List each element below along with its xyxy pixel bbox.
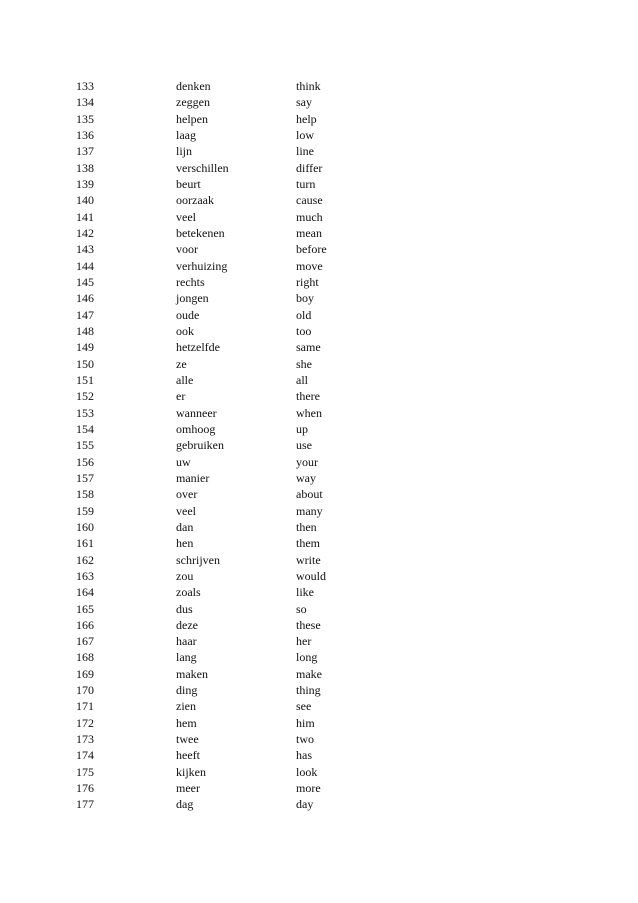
dutch-word: helpen bbox=[176, 111, 208, 126]
dutch-word: zeggen bbox=[176, 95, 210, 110]
english-word: low bbox=[296, 127, 314, 142]
dutch-word: dus bbox=[176, 601, 193, 616]
english-word: move bbox=[296, 258, 323, 273]
row-number: 162 bbox=[76, 552, 94, 567]
english-word: up bbox=[296, 421, 308, 436]
english-word: same bbox=[296, 340, 321, 355]
dutch-word: rechts bbox=[176, 274, 205, 289]
dutch-word: deze bbox=[176, 617, 198, 632]
dutch-word: heeft bbox=[176, 748, 200, 763]
row-number: 139 bbox=[76, 176, 94, 191]
row-number: 168 bbox=[76, 650, 94, 665]
dutch-word: beurt bbox=[176, 176, 201, 191]
dutch-word: wanneer bbox=[176, 405, 217, 420]
dutch-word: hetzelfde bbox=[176, 340, 220, 355]
dutch-word: denken bbox=[176, 79, 211, 93]
row-number: 175 bbox=[76, 764, 94, 779]
row-number: 134 bbox=[76, 95, 94, 110]
dutch-word: veel bbox=[176, 209, 196, 224]
english-word: cause bbox=[296, 193, 323, 208]
english-word: her bbox=[296, 634, 312, 649]
dutch-word: manier bbox=[176, 470, 210, 485]
dutch-word: hen bbox=[176, 536, 194, 551]
row-number: 143 bbox=[76, 242, 94, 257]
dutch-word: hem bbox=[176, 715, 197, 730]
english-word: differ bbox=[296, 160, 323, 175]
english-word: would bbox=[296, 568, 326, 583]
row-number: 155 bbox=[76, 438, 94, 453]
dutch-word: er bbox=[176, 389, 186, 404]
row-number: 171 bbox=[76, 699, 94, 714]
dutch-word: omhoog bbox=[176, 421, 216, 436]
dutch-word: zoals bbox=[176, 585, 201, 600]
row-number: 154 bbox=[76, 421, 94, 436]
english-word: before bbox=[296, 242, 327, 257]
row-number: 157 bbox=[76, 470, 94, 485]
dutch-word: betekenen bbox=[176, 225, 225, 240]
row-number: 146 bbox=[76, 291, 94, 306]
dutch-word: lijn bbox=[176, 144, 193, 159]
dutch-word: jongen bbox=[176, 291, 209, 306]
english-word: boy bbox=[296, 291, 314, 306]
english-word: make bbox=[296, 666, 322, 681]
row-number: 158 bbox=[76, 487, 94, 502]
row-number: 153 bbox=[76, 405, 94, 420]
english-word: two bbox=[296, 732, 314, 747]
row-number: 159 bbox=[76, 503, 94, 518]
row-number: 161 bbox=[76, 536, 94, 551]
row-number: 141 bbox=[76, 209, 94, 224]
dutch-word: ding bbox=[176, 683, 198, 698]
english-word: many bbox=[296, 503, 323, 518]
english-word: them bbox=[296, 536, 320, 551]
english-word: day bbox=[296, 797, 314, 812]
dutch-word: ze bbox=[176, 356, 187, 371]
row-number: 133 bbox=[76, 79, 94, 93]
row-number: 148 bbox=[76, 323, 94, 338]
english-word: line bbox=[296, 144, 314, 159]
english-word: when bbox=[296, 405, 322, 420]
english-word: about bbox=[296, 487, 323, 502]
row-number: 170 bbox=[76, 683, 94, 698]
dutch-word: dag bbox=[176, 797, 194, 812]
row-number: 152 bbox=[76, 389, 94, 404]
dutch-word: dan bbox=[176, 519, 194, 534]
english-word: thing bbox=[296, 683, 321, 698]
dutch-word: twee bbox=[176, 732, 199, 747]
english-word: mean bbox=[296, 225, 322, 240]
row-number: 138 bbox=[76, 160, 94, 175]
english-word: there bbox=[296, 389, 320, 404]
dutch-word: maken bbox=[176, 666, 208, 681]
english-word: much bbox=[296, 209, 323, 224]
english-word: say bbox=[296, 95, 312, 110]
english-word: write bbox=[296, 552, 321, 567]
english-word: then bbox=[296, 519, 317, 534]
dutch-word: alle bbox=[176, 372, 194, 387]
row-number: 172 bbox=[76, 715, 94, 730]
english-word: old bbox=[296, 307, 312, 322]
english-word: turn bbox=[296, 176, 316, 191]
row-number: 147 bbox=[76, 307, 94, 322]
dutch-word: voor bbox=[176, 242, 198, 257]
english-word: she bbox=[296, 356, 312, 371]
dutch-word: zien bbox=[176, 699, 196, 714]
english-word: all bbox=[296, 372, 308, 387]
english-word: look bbox=[296, 764, 318, 779]
row-number: 142 bbox=[76, 225, 94, 240]
dutch-word: schrijven bbox=[176, 552, 220, 567]
english-word: him bbox=[296, 715, 315, 730]
dutch-word: oorzaak bbox=[176, 193, 214, 208]
dutch-word: kijken bbox=[176, 764, 206, 779]
english-word: your bbox=[296, 454, 318, 469]
dutch-word: uw bbox=[176, 454, 191, 469]
row-number: 140 bbox=[76, 193, 94, 208]
dutch-word: verschillen bbox=[176, 160, 229, 175]
english-word: these bbox=[296, 617, 321, 632]
dutch-word: ook bbox=[176, 323, 194, 338]
dutch-word: meer bbox=[176, 781, 200, 796]
english-word: too bbox=[296, 323, 312, 338]
row-number: 163 bbox=[76, 568, 94, 583]
dutch-word: verhuizing bbox=[176, 258, 228, 273]
row-number: 151 bbox=[76, 372, 94, 387]
english-word: so bbox=[296, 601, 307, 616]
english-word: use bbox=[296, 438, 312, 453]
dutch-word: oude bbox=[176, 307, 200, 322]
english-word: right bbox=[296, 274, 319, 289]
row-number: 169 bbox=[76, 666, 94, 681]
row-number: 150 bbox=[76, 356, 94, 371]
dutch-word: zou bbox=[176, 568, 194, 583]
row-number: 174 bbox=[76, 748, 94, 763]
english-word: way bbox=[296, 470, 316, 485]
dutch-word: over bbox=[176, 487, 198, 502]
english-word: like bbox=[296, 585, 314, 600]
row-number: 144 bbox=[76, 258, 94, 273]
row-number: 156 bbox=[76, 454, 94, 469]
dutch-word: lang bbox=[176, 650, 197, 665]
row-number: 145 bbox=[76, 274, 94, 289]
dutch-word: haar bbox=[176, 634, 197, 649]
row-number: 135 bbox=[76, 111, 94, 126]
dutch-word: veel bbox=[176, 503, 196, 518]
row-number: 137 bbox=[76, 144, 94, 159]
english-word: more bbox=[296, 781, 321, 796]
row-number: 177 bbox=[76, 797, 94, 812]
row-number: 160 bbox=[76, 519, 94, 534]
row-number: 176 bbox=[76, 781, 94, 796]
english-word: see bbox=[296, 699, 312, 714]
english-word: think bbox=[296, 79, 321, 93]
english-word: has bbox=[296, 748, 312, 763]
english-word: long bbox=[296, 650, 318, 665]
row-number: 167 bbox=[76, 634, 94, 649]
row-number: 173 bbox=[76, 732, 94, 747]
english-word: help bbox=[296, 111, 317, 126]
row-number: 166 bbox=[76, 617, 94, 632]
dutch-word: laag bbox=[176, 127, 196, 142]
row-number: 149 bbox=[76, 340, 94, 355]
row-number: 164 bbox=[76, 585, 94, 600]
row-number: 165 bbox=[76, 601, 94, 616]
row-number: 136 bbox=[76, 127, 94, 142]
dutch-word: gebruiken bbox=[176, 438, 224, 453]
